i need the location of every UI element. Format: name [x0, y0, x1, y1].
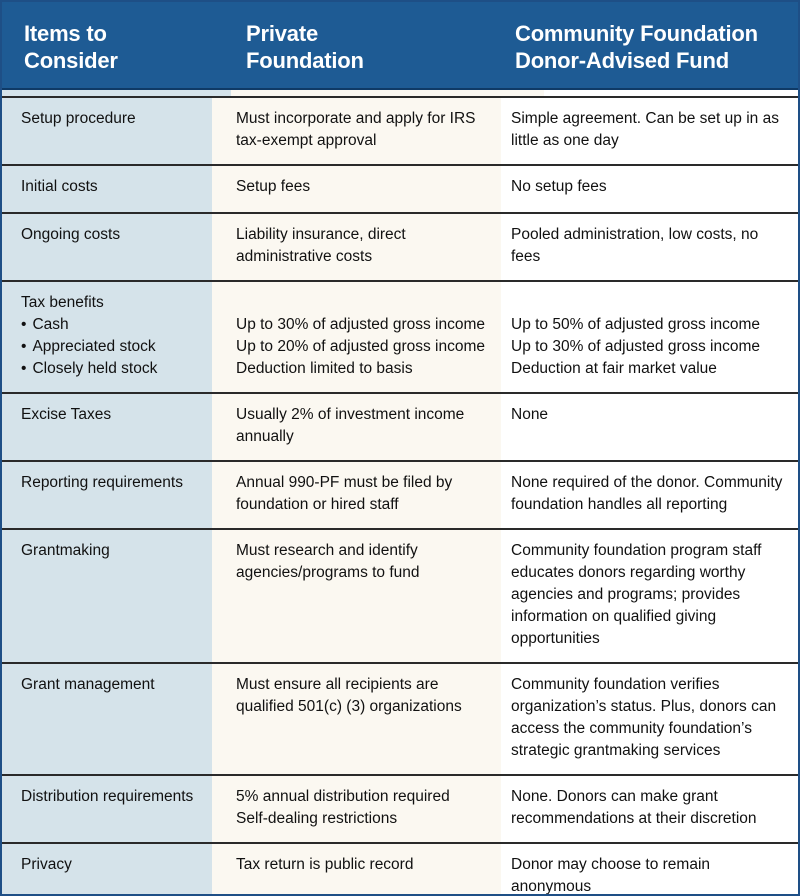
cell-private-foundation: Liability insurance, direct administrative costs	[212, 214, 501, 280]
cell-community-foundation: None	[501, 394, 798, 460]
header-items-to-consider: Items to Consider	[24, 21, 118, 73]
cell-item: Excise Taxes	[2, 394, 212, 460]
cell-private-foundation: Tax return is public record	[212, 844, 501, 896]
bullet-item: • Closely held stock	[21, 358, 212, 380]
cell-private-foundation: 5% annual distribution required Self-dealing restrictions	[212, 776, 501, 842]
cell-community-foundation: Community foundation program staff educates donors regarding worthy agencies and programs; provides information on qualified giving opportunities	[501, 530, 798, 662]
bullet-item: • Appreciated stock	[21, 336, 212, 358]
cell-private-foundation: Annual 990-PF must be filed by foundation or hired staff	[212, 462, 501, 528]
bullet-item: • Cash	[21, 314, 212, 336]
cell-item: Reporting requirements	[2, 462, 212, 528]
cell-private-foundation: Must incorporate and apply for IRS tax-exempt approval	[212, 98, 501, 164]
cell-item: Grant management	[2, 664, 212, 774]
cell-community-foundation: None required of the donor. Community foundation handles all reporting	[501, 462, 798, 528]
table-row	[2, 166, 798, 214]
cell-community-foundation: No setup fees	[501, 166, 798, 212]
table-body	[2, 96, 798, 896]
table-row	[2, 96, 798, 166]
cell-private-foundation: Up to 30% of adjusted gross income Up to 20% of adjusted gross income Deduction limited to basis	[212, 282, 501, 392]
cell-item: Ongoing costs	[2, 214, 212, 280]
table-row	[2, 664, 798, 776]
table-row	[2, 530, 798, 664]
table-row	[2, 462, 798, 530]
table-row	[2, 844, 798, 896]
cell-community-foundation: Pooled administration, low costs, no fees	[501, 214, 798, 280]
cell-item: Grantmaking	[2, 530, 212, 662]
table-row	[2, 282, 798, 394]
cell-item: Distribution requirements	[2, 776, 212, 842]
cell-community-foundation: None. Donors can make grant recommendations at their discretion	[501, 776, 798, 842]
table-row	[2, 214, 798, 282]
cell-item: Setup procedure	[2, 98, 212, 164]
table-row	[2, 776, 798, 844]
table-row	[2, 394, 798, 462]
cell-item: Initial costs	[2, 166, 212, 212]
cell-private-foundation: Usually 2% of investment income annually	[212, 394, 501, 460]
cell-private-foundation: Must research and identify agencies/programs to fund	[212, 530, 501, 662]
header-community-foundation: Community Foundation Donor-Advised Fund	[515, 21, 758, 73]
cell-item: Privacy	[2, 844, 212, 896]
cell-community-foundation: Donor may choose to remain anonymous	[501, 844, 798, 896]
cell-community-foundation: Community foundation verifies organization’s status. Plus, donors can access the community foundation’s strategic grantmaking services	[501, 664, 798, 774]
header-private-foundation: Private Foundation	[246, 21, 364, 73]
header-gap	[2, 90, 798, 96]
table-header	[2, 2, 798, 90]
cell-community-foundation: Up to 50% of adjusted gross income Up to 30% of adjusted gross income Deduction at fair market value	[501, 282, 798, 392]
cell-item: Tax benefits • Cash • Appreciated stock • Closely held stock	[2, 282, 212, 392]
cell-community-foundation: Simple agreement. Can be set up in as little as one day	[501, 98, 798, 164]
cell-private-foundation: Must ensure all recipients are qualified 501(c) (3) organizations	[212, 664, 501, 774]
cell-private-foundation: Setup fees	[212, 166, 501, 212]
